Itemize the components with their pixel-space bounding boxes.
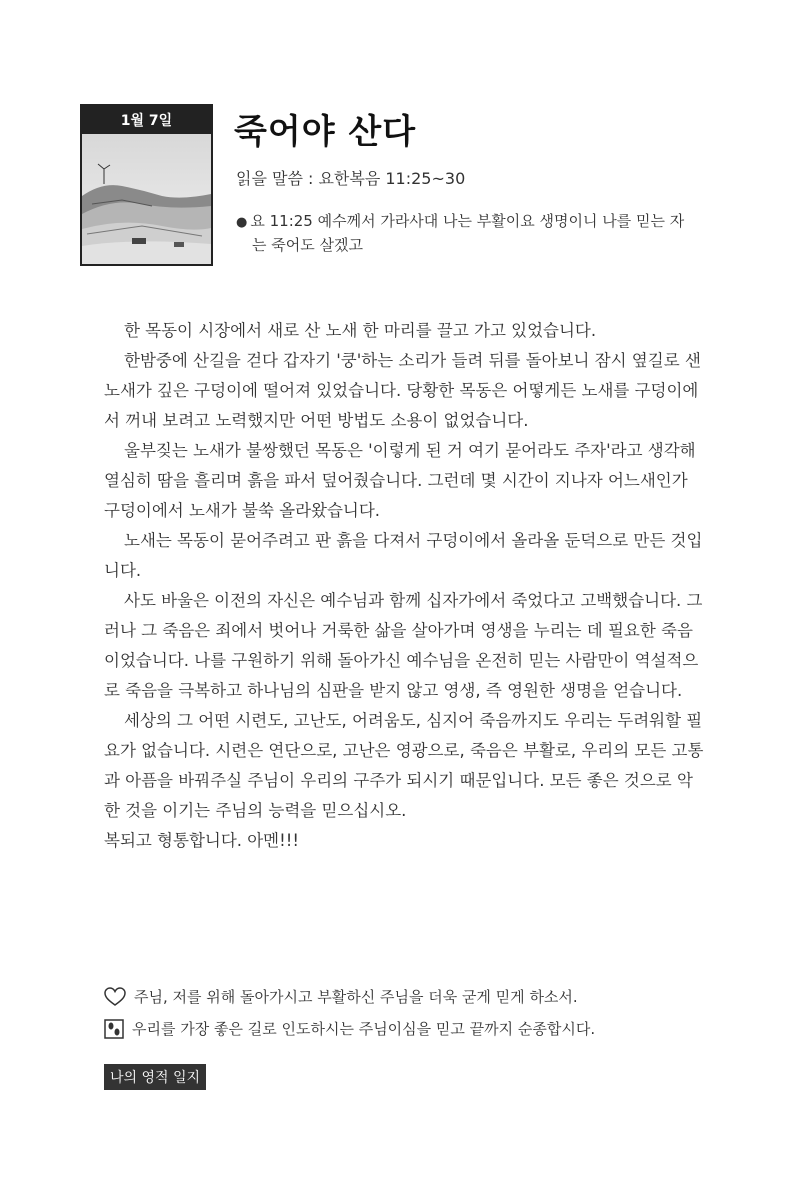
bullet-icon: ● — [236, 215, 248, 230]
spiritual-journal-label: 나의 영적 일지 — [104, 1064, 206, 1090]
paragraph-4: 노새는 목동이 묻어주려고 판 흙을 다져서 구덩이에서 올라올 둔덕으로 만든 것입니다. — [104, 531, 703, 580]
verse-line-1: 요 11:25 예수께서 가라사대 나는 부활이요 생명이니 나를 믿는 자 — [250, 212, 685, 230]
action-line — [104, 1018, 595, 1039]
paragraph-2: 한밤중에 산길을 걷다 갑자기 '쿵'하는 소리가 들려 뒤를 돌아보니 잠시 옆길로 샌 노새가 깊은 구덩이에 떨어져 있었습니다. 당황한 목동은 어떻게든 노새를 구덩이에서 꺼내 보려고 노력했지만 어떤 방법도 소용이 없었습니다. — [104, 351, 701, 430]
reading-reference: 읽을 말씀 : 요한복음 11:25~30 — [236, 169, 466, 188]
paragraph-5: 사도 바울은 이전의 자신은 예수님과 함께 십자가에서 죽었다고 고백했습니다. 그러나 그 죽음은 죄에서 벗어나 거룩한 삶을 살아가며 영생을 누리는 데 필요한 죽음이었습니다. 나를 구원하기 위해 돌아가신 예수님을 온전히 믿는 사람만이 역설적으로 죽음을 극복하고 하나님의 심판을 받지 않고 영생, 즉 영원한 생명을 얻습니다. — [104, 591, 703, 700]
prayer-text: 주님, 저를 위해 돌아가시고 부활하신 주님을 더욱 굳게 믿게 하소서. — [134, 988, 578, 1006]
devotional-body — [104, 316, 704, 856]
prayer-line — [104, 986, 578, 1007]
paragraph-3: 울부짖는 노새가 불쌍했던 목동은 '이렇게 된 거 여기 묻어라도 주자'라고 생각해 열심히 땀을 흘리며 흙을 파서 덮어줬습니다. 그런데 몇 시간이 지나자 어느새인가 구덩이에서 노새가 불쑥 올라왔습니다. — [104, 441, 696, 520]
paragraph-6: 세상의 그 어떤 시련도, 고난도, 어려움도, 심지어 죽음까지도 우리는 두려워할 필요가 없습니다. 시련은 연단으로, 고난은 영광으로, 죽음은 부활로, 우리의 모든 고통과 아픔을 바꿔주실 주님이 우리의 구주가 되시기 때문입니다. 모든 좋은 것으로 악한 것을 이기는 주님의 능력을 믿으십시오. — [104, 711, 704, 820]
key-verse — [236, 210, 706, 256]
paragraph-7: 복되고 형통합니다. 아멘!!! — [104, 831, 299, 850]
date-label: 1월 7일 — [82, 106, 211, 134]
page-title: 죽어야 산다 — [234, 112, 417, 152]
landscape-photo — [82, 134, 211, 264]
heart-icon — [104, 987, 126, 1007]
date-box — [80, 104, 213, 266]
paragraph-1: 한 목동이 시장에서 새로 산 노새 한 마리를 끌고 가고 있었습니다. — [124, 321, 597, 340]
verse-line-2: 는 죽어도 살겠고 — [252, 236, 363, 254]
action-text: 우리를 가장 좋은 길로 인도하시는 주님이심을 믿고 끝까지 순종합시다. — [132, 1020, 596, 1038]
footsteps-icon — [104, 1019, 124, 1039]
